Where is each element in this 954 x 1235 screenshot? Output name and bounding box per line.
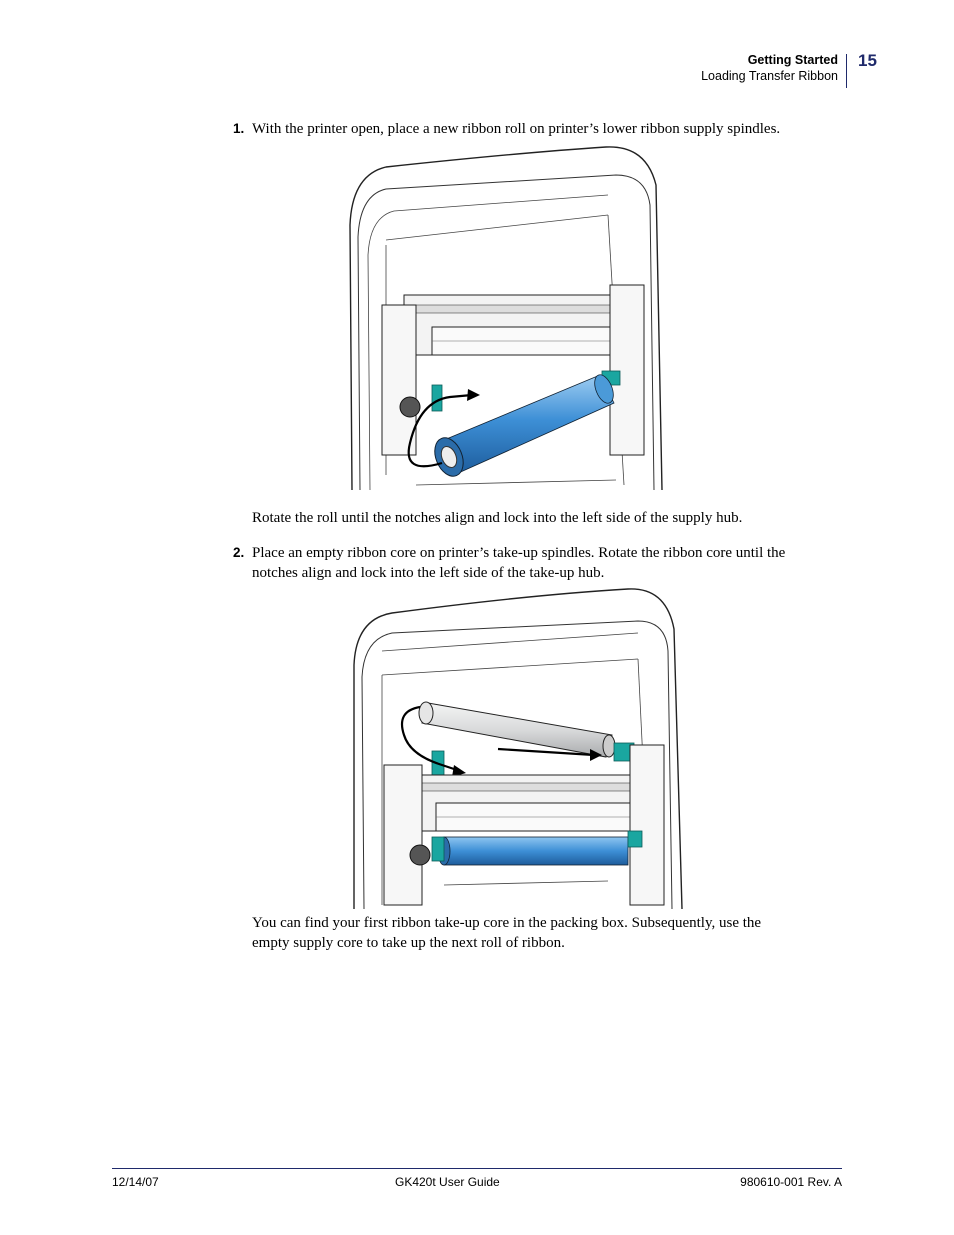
footer-title: GK420t User Guide: [395, 1175, 500, 1189]
figure-supply-roll: [346, 145, 666, 493]
page-number: 15: [858, 51, 877, 70]
step-2-text-line1: Place an empty ribbon core on printer’s take-up spindles. Rotate the ribbon core until the: [252, 545, 786, 561]
step-1-text: With the printer open, place a new ribbon roll on printer’s lower ribbon supply spindles.: [252, 121, 781, 137]
step-2-number: 2.: [233, 545, 245, 560]
step-2-note: [252, 913, 852, 953]
step-2-note-line2: empty supply core to take up the next roll of ribbon.: [252, 935, 565, 951]
header-section-title: Getting Started: [747, 53, 838, 67]
step-1-number: 1.: [233, 121, 245, 136]
step-2-note-line1: You can find your first ribbon take-up core in the packing box. Subsequently, use the: [252, 915, 762, 931]
footer-divider: [112, 1168, 842, 1169]
header-subsection-title: Loading Transfer Ribbon: [701, 69, 838, 83]
figure-takeup-core: [348, 585, 688, 911]
step-2: [233, 543, 852, 583]
header-divider: [846, 54, 847, 88]
footer-doc-number: 980610-001 Rev. A: [740, 1175, 842, 1189]
footer-date: 12/14/07: [112, 1175, 159, 1189]
step-1-note: Rotate the roll until the notches align and lock into the left side of the supply hub.: [252, 510, 743, 526]
running-header: [701, 52, 838, 84]
step-1: [233, 119, 852, 139]
step-2-text-line2: notches align and lock into the left side of the take-up hub.: [252, 565, 605, 581]
printer-illustration-supply: [346, 145, 666, 493]
printer-illustration-takeup: [348, 585, 688, 911]
